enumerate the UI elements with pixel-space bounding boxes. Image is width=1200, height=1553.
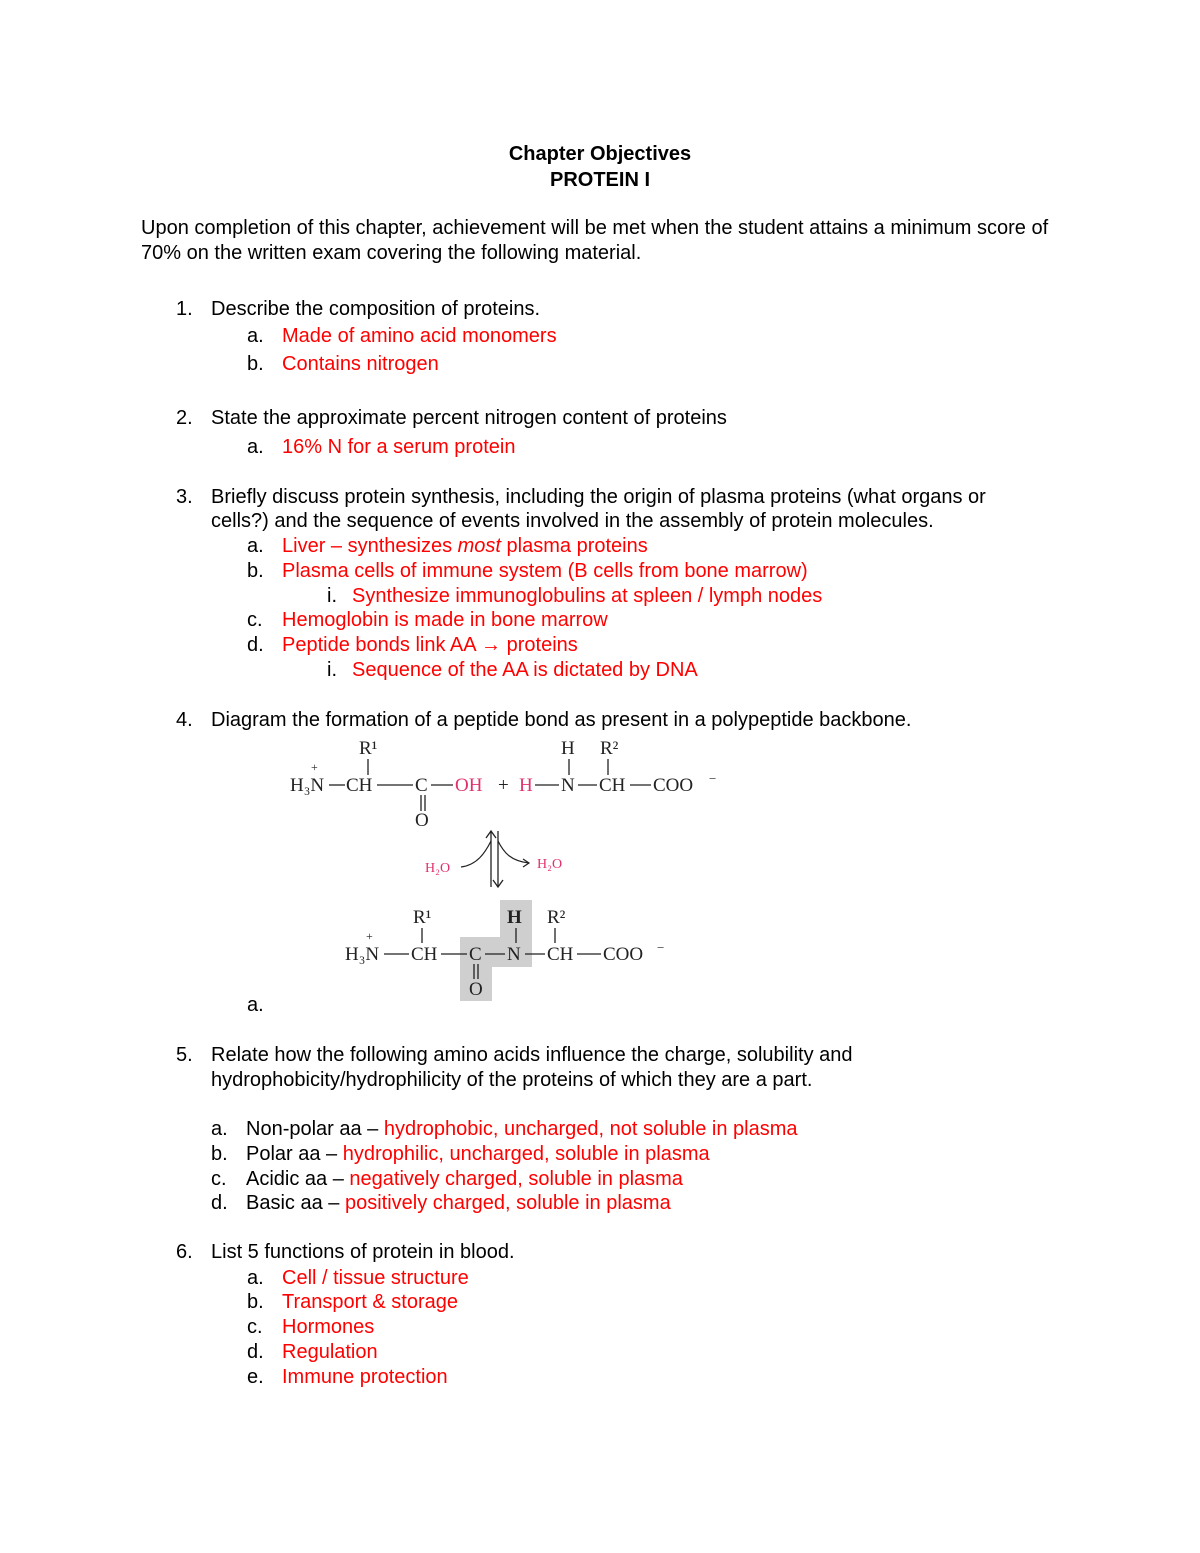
item-marker: a.: [247, 325, 264, 347]
list-item: Polar aa – hydrophilic, uncharged, soluble in plasma: [246, 1143, 710, 1165]
answer-text: Regulation: [282, 1341, 378, 1363]
answer-text: Synthesize immunoglobulins at spleen / lymph nodes: [352, 585, 823, 607]
item-marker: e.: [247, 1366, 264, 1388]
objective-text: List 5 functions of protein in blood.: [211, 1241, 515, 1263]
water-right-label: H₂O: [537, 857, 563, 872]
list-item: Basic aa – positively charged, soluble in plasma: [246, 1192, 671, 1214]
item-marker: a.: [247, 535, 264, 557]
objective-number: 3.: [176, 486, 193, 508]
answer-text: Liver – synthesizes most plasma proteins: [282, 535, 648, 557]
item-marker: c.: [247, 609, 263, 631]
item-marker: b.: [247, 353, 264, 375]
answer-text: Peptide bonds link AA → proteins: [282, 634, 578, 656]
peptide-bond-diagram: [285, 735, 725, 1005]
list-item: Acidic aa – negatively charged, soluble in plasma: [246, 1168, 683, 1190]
plus-sign: +: [498, 775, 509, 796]
objective-text-line1: Relate how the following amino acids influence the charge, solubility and: [211, 1044, 853, 1066]
arrow-right-icon: →: [481, 634, 502, 656]
plus-charge: +: [366, 929, 373, 943]
item-marker: a.: [247, 1267, 264, 1289]
item-marker: b.: [211, 1143, 228, 1165]
item-marker: c.: [211, 1168, 227, 1190]
h-red-label: H: [519, 775, 533, 796]
item-marker: b.: [247, 560, 264, 582]
answer-text: Cell / tissue structure: [282, 1267, 469, 1289]
o-label: O: [469, 979, 483, 1000]
answer-text: Hemoglobin is made in bone marrow: [282, 609, 608, 631]
oh-label: OH: [455, 775, 483, 796]
minus-charge: −: [709, 771, 717, 786]
objective-number: 1.: [176, 298, 193, 320]
answer-text: Hormones: [282, 1316, 375, 1338]
water-left-label: H₂O: [425, 861, 451, 876]
n-label: N: [507, 944, 521, 965]
answer-text: Made of amino acid monomers: [282, 325, 557, 347]
item-marker: d.: [247, 634, 264, 656]
answer-text: Sequence of the AA is dictated by DNA: [352, 659, 698, 681]
h-label: H: [507, 907, 522, 928]
r2-label: R²: [547, 907, 566, 928]
objective-number: 5.: [176, 1044, 193, 1066]
answer-text: Plasma cells of immune system (B cells from bone marrow): [282, 560, 808, 582]
h3n-label: H₃N: [290, 775, 325, 796]
r1-label: R¹: [413, 907, 432, 928]
ch-label: CH: [411, 944, 438, 965]
equilibrium-arrows-icon: [461, 831, 529, 887]
ch-label: CH: [346, 775, 373, 796]
item-marker: a.: [211, 1118, 228, 1140]
item-marker: c.: [247, 1316, 263, 1338]
answer-text: Contains nitrogen: [282, 353, 439, 375]
n-label: N: [561, 775, 575, 796]
item-marker: d.: [247, 1341, 264, 1363]
item-marker: a.: [247, 994, 264, 1016]
r1-label: R¹: [359, 738, 378, 759]
ch2-label: CH: [547, 944, 574, 965]
objective-text: Diagram the formation of a peptide bond as present in a polypeptide backbone.: [211, 709, 912, 731]
reactants: [290, 738, 716, 831]
r2-label: R²: [600, 738, 619, 759]
ch2-label: CH: [599, 775, 626, 796]
answer-text: 16% N for a serum protein: [282, 436, 516, 458]
h-label: H: [561, 738, 575, 759]
objective-number: 2.: [176, 407, 193, 429]
page-title: Chapter Objectives: [508, 143, 692, 165]
objective-text: Describe the composition of proteins.: [211, 298, 541, 320]
answer-text: Immune protection: [282, 1366, 448, 1388]
objective-text-line2: hydrophobicity/hydrophilicity of the proteins of which they are a part.: [211, 1069, 813, 1091]
intro-paragraph: Upon completion of this chapter, achievement will be met when the student attains a minimum score of 70% on the written exam covering the following material.: [141, 217, 1049, 264]
c-label: C: [415, 775, 428, 796]
item-marker: b.: [247, 1291, 264, 1313]
list-item: Non-polar aa – hydrophobic, uncharged, not soluble in plasma: [246, 1118, 798, 1140]
h3n-label: H₃N: [345, 944, 380, 965]
objective-number: 4.: [176, 709, 193, 731]
objective-number: 6.: [176, 1241, 193, 1263]
objective-text-line1: Briefly discuss protein synthesis, including the origin of plasma proteins (what organs or: [211, 486, 986, 508]
item-marker: a.: [247, 436, 264, 458]
item-marker: i.: [327, 659, 337, 681]
page-subtitle: PROTEIN I: [549, 169, 650, 191]
plus-charge: +: [311, 760, 318, 774]
objective-text: State the approximate percent nitrogen content of proteins: [211, 407, 727, 429]
answer-text: Transport & storage: [282, 1291, 459, 1313]
coo-label: COO: [653, 775, 694, 796]
objective-text-line2: cells?) and the sequence of events involved in the assembly of protein molecules.: [211, 510, 934, 532]
item-marker: d.: [211, 1192, 228, 1214]
o-label: O: [415, 810, 429, 831]
c-label: C: [469, 944, 482, 965]
coo-label: COO: [603, 944, 644, 965]
item-marker: i.: [327, 585, 337, 607]
minus-charge: −: [657, 940, 665, 955]
